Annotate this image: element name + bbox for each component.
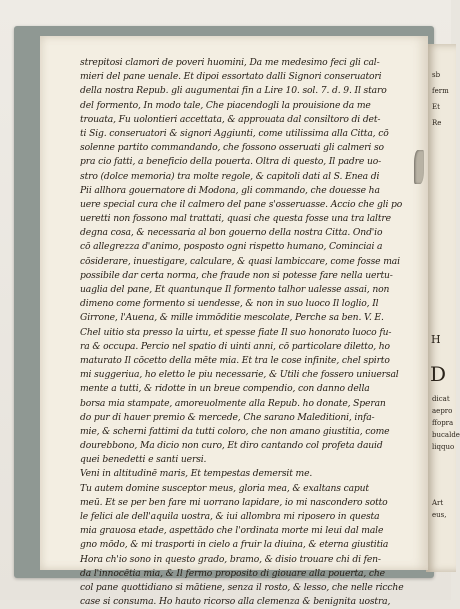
text-line: do pur di hauer premio & mercede, Che sarano Maleditioni, infa- — [80, 411, 375, 423]
facing-page-fragment: Et — [432, 103, 440, 111]
text-line: degna cosa, & necessaria al bon gouerno della nostra Citta. Ond'io — [80, 227, 383, 239]
facing-page-fragment: ferm — [432, 87, 449, 95]
page-text-block — [80, 56, 410, 609]
facing-page-fragment: H — [431, 333, 441, 346]
text-line: ti Sig. conseruatori & signori Aggiunti, come utilissima alla Citta, cō — [80, 127, 389, 139]
text-line: le felici ale dell'aquila uostra, & iui allombra mi riposero in questa — [80, 511, 380, 522]
text-line: mi suggeriua, ho eletto le piu necessarie, & Utili che fossero uniuersal — [80, 369, 399, 381]
text-line: Girrone, l'Auena, & mille immōditie mescolate, Perche sa ben. V. E. — [80, 312, 384, 324]
text-line: possibile dar certa norma, che fraude non si potesse fare nella uertu- — [80, 269, 393, 281]
text-line: ra & occupa. Percio nel spatio di uinti anni, cō particolare diletto, ho — [80, 340, 390, 352]
text-line: Veni in altitudinē maris, Et tempestas demersit me. — [80, 468, 313, 480]
text-line: ueretti non fossono mal trattati, quasi che questa fosse una tra laltre — [80, 213, 391, 225]
text-line: solenne partito commandando, che fossono osseruati gli calmeri so — [80, 142, 384, 154]
text-line: pra cio fatti, a beneficio della pouerta. Oltra di questo, Il padre uo- — [80, 156, 382, 168]
text-line: uere special cura che il calmero del pane s'osseruasse. Accio che gli po — [80, 198, 403, 210]
text-line: da l'innocētia mia, & Il fermo proposito di giouare alla pouerta, che — [80, 567, 385, 579]
facing-page-fragment: bucalde — [432, 431, 460, 439]
text-line: mieri del pane uenale. Et dipoi essortato dalli Signori conseruatori — [80, 71, 382, 83]
text-line: uaglia del pane, Et quantunque Il formento talhor ualesse assai, non — [80, 284, 390, 295]
text-line: Pii allhora gouernatore di Modona, gli commando, che douesse ha — [80, 184, 380, 196]
text-line: Chel uitio sta presso la uirtu, et spesse fiate Il suo honorato luoco fu- — [80, 326, 392, 338]
facing-page-fragment: sb — [432, 71, 441, 79]
text-line: col pane quottidiano si mātiene, senza il rosto, & lesso, che nelle ricche — [80, 581, 404, 593]
text-line: dourebbono, Ma dicio non curo, Et diro cantando col profeta dauid — [80, 440, 383, 452]
facing-page-edge — [426, 44, 460, 572]
text-line: Tu autem domine susceptor meus, gloria mea, & exaltans caput — [80, 482, 369, 494]
facing-page-fragment: aepro — [432, 407, 453, 415]
text-line: maturato Il cōcetto della mēte mia. Et tra le cose infinite, chel spirto — [80, 354, 390, 366]
facing-page-initial: D — [430, 362, 447, 386]
text-line: mia grauosa etade, aspettādo che l'ordinata morte mi leui dal male — [80, 525, 384, 537]
text-line: stro (dolce memoria) tra molte regole, & capitoli dati al S. Enea di — [80, 170, 380, 182]
text-line: dimeno come formento si uendesse, & non in suo luoco Il loglio, Il — [80, 298, 379, 310]
text-line: del formento, In modo tale, Che piacendogli la prouisione da me — [80, 99, 371, 111]
facing-page-fragment: ffopra — [432, 419, 454, 427]
text-line: mie, & scherni fattimi da tutti coloro, che non amano giustitia, come — [80, 425, 390, 437]
text-line: strepitosi clamori de poveri huomini, Da me medesimo feci gli cal- — [80, 57, 380, 68]
text-line: della nostra Repub. gli augumentai fin a Lire 10. sol. 7. d. 9. Il staro — [80, 85, 387, 97]
text-line: quei benedetti e santi uersi. — [80, 454, 207, 466]
facing-page-fragment: Re — [432, 119, 442, 127]
text-line: gno mōdo, & mi trasporti in cielo a fruir la diuina, & eterna giustitia — [80, 539, 389, 551]
facing-page-fragment: eus, — [432, 511, 447, 519]
text-line: mente a tutti, & ridotte in un breue compendio, con danno della — [80, 383, 370, 395]
facing-page-fragment: Art — [432, 499, 444, 507]
text-line: trouata, Fu uolontieri accettata, & approuata dal consiltoro di det- — [80, 113, 381, 125]
text-line: cō allegrezza d'animo, posposto ogni rispetto humano, Cominciai a — [80, 241, 383, 253]
page-tear-mark — [414, 150, 424, 184]
facing-page-fragment: liqquo — [432, 443, 455, 451]
text-line: meū. Et se per ben fare mi uorrano lapidare, io mi nascondero sotto — [80, 496, 388, 508]
text-line: cōsiderare, inuestigare, calculare, & quasi lambiccare, come fosse mai — [80, 255, 400, 267]
text-line: borsa mia stampate, amoreuolmente alla Repub. ho donate, Speran — [80, 397, 386, 409]
text-line: Hora ch'io sono in questo grado, bramo, & disio trouare chi di fen- — [80, 553, 381, 565]
facing-page-fragment: dicat — [432, 395, 450, 403]
text-line: case si consuma. Ho hauto ricorso alla clemenza & benignita uostra, — [80, 596, 391, 608]
